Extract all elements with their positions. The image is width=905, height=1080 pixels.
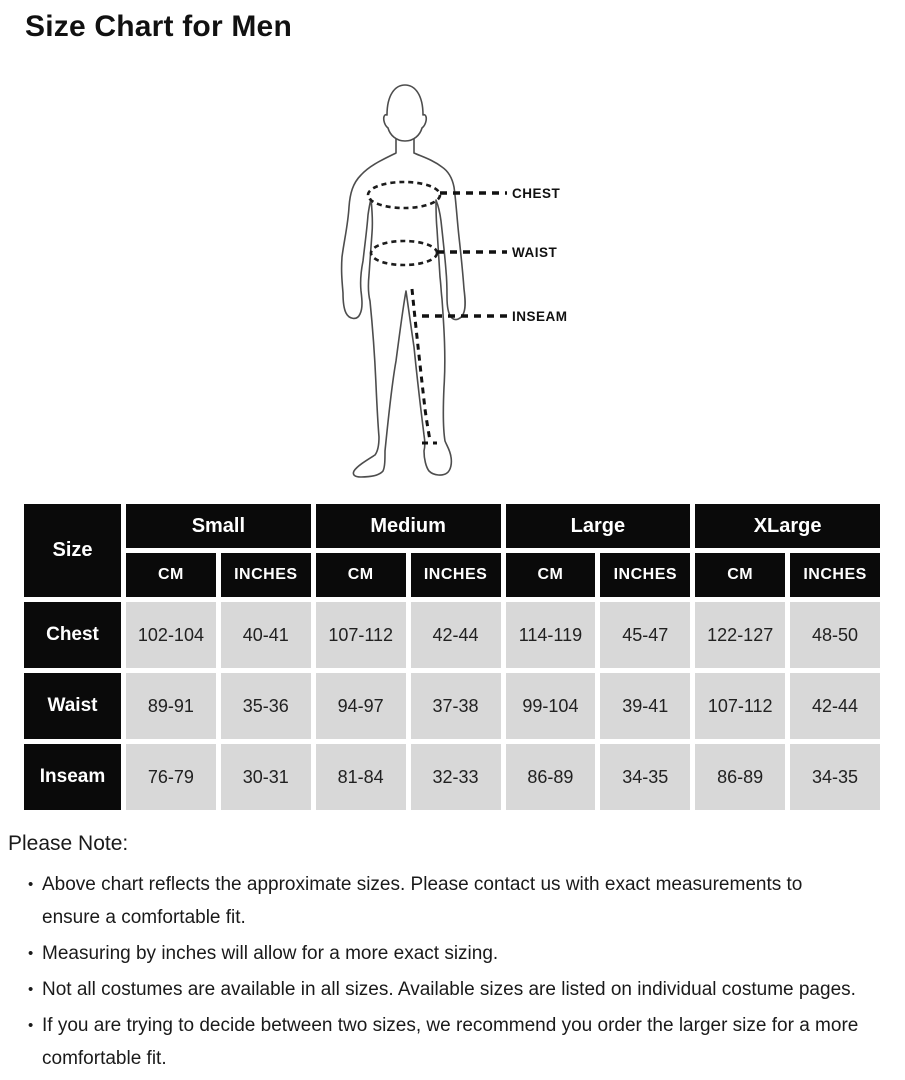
note-line: Measuring by inches will allow for a more exact sizing. — [42, 943, 499, 964]
bullet-icon: • — [28, 876, 34, 893]
notes-heading: Please Note: — [8, 832, 129, 855]
group-header-xlarge: XLarge — [695, 504, 880, 548]
note-item — [8, 937, 896, 970]
size-value-waist-xlarge-cm: 107-112 — [695, 673, 785, 739]
unit-header-xlarge-cm: CM — [695, 553, 785, 597]
unit-header-small-cm: CM — [126, 553, 216, 597]
note-item — [8, 868, 896, 934]
size-value-inseam-xlarge-cm: 86-89 — [695, 744, 785, 810]
unit-header-large-cm: CM — [506, 553, 596, 597]
size-value-waist-medium-cm: 94-97 — [316, 673, 406, 739]
size-value-waist-xlarge-inches: 42-44 — [790, 673, 880, 739]
size-value-chest-large-cm: 114-119 — [506, 602, 596, 668]
row-label-chest: Chest — [24, 602, 121, 668]
size-value-waist-medium-inches: 37-38 — [411, 673, 501, 739]
group-header-large: Large — [506, 504, 691, 548]
size-value-chest-small-cm: 102-104 — [126, 602, 216, 668]
unit-header-medium-cm: CM — [316, 553, 406, 597]
size-value-waist-large-cm: 99-104 — [506, 673, 596, 739]
group-header-small: Small — [126, 504, 311, 548]
row-label-inseam: Inseam — [24, 744, 121, 810]
unit-header-medium-inches: INCHES — [411, 553, 501, 597]
chest-label: CHEST — [512, 186, 561, 201]
size-value-chest-medium-cm: 107-112 — [316, 602, 406, 668]
size-chart-table-head — [24, 504, 880, 597]
note-item — [8, 973, 896, 1006]
unit-header-large-inches: INCHES — [600, 553, 690, 597]
row-label-waist: Waist — [24, 673, 121, 739]
size-value-chest-xlarge-cm: 122-127 — [695, 602, 785, 668]
waist-label: WAIST — [512, 245, 558, 260]
size-value-inseam-small-inches: 30-31 — [221, 744, 311, 810]
bullet-icon: • — [28, 945, 34, 962]
size-value-inseam-large-inches: 34-35 — [600, 744, 690, 810]
body-figure-svg — [330, 78, 580, 490]
inseam-label: INSEAM — [512, 309, 568, 324]
table-row-waist — [24, 673, 880, 739]
note-line: ensure a comfortable fit. — [42, 907, 246, 928]
size-chart-table — [19, 499, 885, 815]
body-measurement-diagram — [330, 78, 580, 490]
unit-header-xlarge-inches: INCHES — [790, 553, 880, 597]
size-value-inseam-small-cm: 76-79 — [126, 744, 216, 810]
bullet-icon: • — [28, 981, 34, 998]
notes-list — [8, 868, 896, 1075]
size-value-chest-medium-inches: 42-44 — [411, 602, 501, 668]
bullet-icon: • — [28, 1017, 34, 1034]
note-line: Not all costumes are available in all sizes. Available sizes are listed on individual costume pages. — [42, 979, 856, 1000]
notes-section — [8, 832, 896, 1078]
size-value-chest-small-inches: 40-41 — [221, 602, 311, 668]
unit-header-small-inches: INCHES — [221, 553, 311, 597]
size-chart-table-body — [24, 602, 880, 810]
head-outline — [384, 85, 427, 141]
table-row-chest — [24, 602, 880, 668]
size-value-inseam-xlarge-inches: 34-35 — [790, 744, 880, 810]
size-corner-header: Size — [24, 504, 121, 597]
size-value-chest-xlarge-inches: 48-50 — [790, 602, 880, 668]
size-value-inseam-medium-inches: 32-33 — [411, 744, 501, 810]
group-header-medium: Medium — [316, 504, 501, 548]
size-value-waist-large-inches: 39-41 — [600, 673, 690, 739]
table-row-inseam — [24, 744, 880, 810]
note-line: Above chart reflects the approximate sizes. Please contact us with exact measurements to — [42, 874, 803, 895]
size-value-inseam-medium-cm: 81-84 — [316, 744, 406, 810]
size-value-chest-large-inches: 45-47 — [600, 602, 690, 668]
note-line: comfortable fit. — [42, 1048, 167, 1069]
size-value-waist-small-cm: 89-91 — [126, 673, 216, 739]
size-value-inseam-large-cm: 86-89 — [506, 744, 596, 810]
note-item — [8, 1009, 896, 1075]
note-line: If you are trying to decide between two sizes, we recommend you order the larger size for a more — [42, 1015, 859, 1036]
size-value-waist-small-inches: 35-36 — [221, 673, 311, 739]
page-title: Size Chart for Men — [25, 10, 292, 43]
